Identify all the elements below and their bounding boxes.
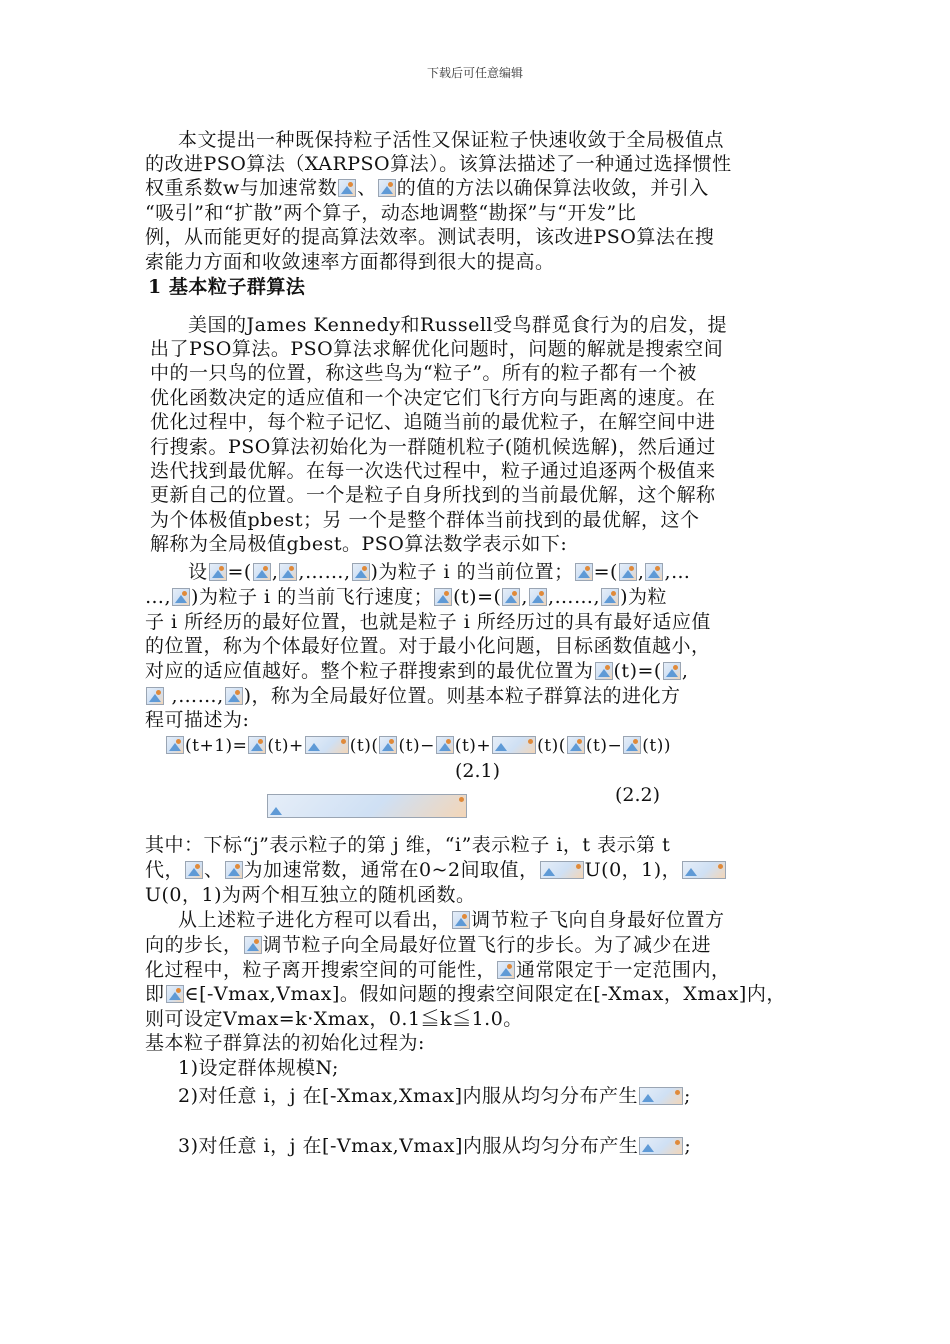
text-line: 权重系数w与加速常数 、 的值的方法以确保算法收敛，并引入 <box>145 177 709 199</box>
text-line: 设 =( , ,……, )为粒子 i 的当前位置； =( , ,… <box>188 561 691 583</box>
text-line: 从上述粒子进化方程可以看出， 调节粒子飞向自身最好位置方 <box>178 909 725 931</box>
text-line: 迭代找到最优解。在每一次迭代过程中，粒子通过追逐两个极值来 <box>150 460 716 482</box>
formula-image-icon <box>663 662 681 680</box>
list-item: 2)对任意 i，j 在[-Xmax,Xmax]内服从均匀分布产生 ; <box>178 1085 691 1107</box>
formula-image-icon <box>502 588 520 606</box>
equation-number: (2.1) <box>455 760 501 782</box>
formula-image-icon <box>166 985 184 1003</box>
text-line: 为个体极值pbest；另 一个是整个群体当前找到的最优解，这个 <box>150 509 700 531</box>
text-line: 优化函数决定的适应值和一个决定它们飞行方向与距离的速度。在 <box>150 387 716 409</box>
formula-image-icon <box>682 861 726 879</box>
text-line: 子 i 所经历的最好位置，也就是粒子 i 所经历过的具有最好适应值 <box>145 611 711 633</box>
text-line: 行搜索。PSO算法初始化为一群随机粒子(随机候选解)，然后通过 <box>150 436 716 458</box>
formula-image-icon <box>601 588 619 606</box>
text-line: 程可描述为: <box>145 709 250 731</box>
formula-image-icon <box>619 563 637 581</box>
page-header: 下载后可任意编辑 <box>426 66 523 80</box>
formula-image-icon <box>146 687 164 705</box>
formula-image-icon <box>567 736 585 754</box>
formula-image-icon <box>172 588 190 606</box>
formula-image-icon <box>595 662 613 680</box>
section-heading: 1 基本粒子群算法 <box>148 276 306 298</box>
formula-image-icon <box>225 861 243 879</box>
text-line: 美国的James Kennedy和Russell受鸟群觅食行为的启发，提 <box>188 314 727 336</box>
text-line: 索能力方面和收敛速率方面都得到很大的提高。 <box>145 251 555 273</box>
formula-image-icon <box>540 861 584 879</box>
text-line: 对应的适应值越好。整个粒子群搜索到的最优位置为 (t)=( , <box>145 660 689 682</box>
equation-number: (2.2) <box>615 784 661 806</box>
formula-image-icon <box>645 563 663 581</box>
formula-image-icon <box>225 687 243 705</box>
formula-image-icon <box>352 563 370 581</box>
text-line: 更新自己的位置。一个是粒子自身所找到的当前最优解，这个解称 <box>150 484 716 506</box>
formula-image-icon <box>305 736 349 754</box>
formula-image-icon <box>185 861 203 879</box>
text-line: 代， 、 为加速常数，通常在0~2间取值， U(0，1)， <box>145 858 727 882</box>
text-line: U(0，1)为两个相互独立的随机函数。 <box>145 884 476 906</box>
text-line: ,……, )，称为全局最好位置。则基本粒子群算法的进化方 <box>145 684 681 708</box>
list-item: 3)对任意 i，j 在[-Vmax,Vmax]内服从均匀分布产生 ; <box>178 1135 692 1157</box>
text-line: 基本粒子群算法的初始化过程为: <box>145 1032 425 1054</box>
formula-image-icon <box>639 1087 683 1105</box>
text-line: 即 ∈[-Vmax,Vmax]。假如问题的搜索空间限定在[-Xmax，Xmax]内， <box>145 983 786 1005</box>
formula-image-icon <box>267 794 467 818</box>
text-line: 则可设定Vmax=k·Xmax，0.1≦k≦1.0。 <box>145 1008 523 1030</box>
formula-image-icon <box>492 736 536 754</box>
text-line: “吸引”和“扩散”两个算子，动态地调整“勘探”与“开发”比 <box>145 202 637 224</box>
equation-2-1: (t+1)= (t)+ (t)( (t)− (t)+ (t)( (t)− (t)) <box>165 734 671 758</box>
text-line: 例，从而能更好的提高算法效率。测试表明，该改进PSO算法在搜 <box>145 226 715 248</box>
formula-image-icon <box>434 588 452 606</box>
text-line: 本文提出一种既保持粒子活性又保证粒子快速收敛于全局极值点 <box>178 129 725 151</box>
formula-image-icon <box>253 563 271 581</box>
text-line: …, )为粒子 i 的当前飞行速度； (t)=( , ,……, )为粒 <box>145 586 667 608</box>
formula-image-icon <box>575 563 593 581</box>
text-line: 优化过程中，每个粒子记忆、追随当前的最优粒子，在解空间中进 <box>150 411 716 433</box>
text-line: 出了PSO算法。PSO算法求解优化问题时，问题的解就是搜索空间 <box>150 338 724 360</box>
formula-image-icon <box>378 179 396 197</box>
formula-image-icon <box>279 563 297 581</box>
text-line: 向的步长， 调节粒子向全局最好位置飞行的步长。为了减少在进 <box>145 934 712 956</box>
formula-image-icon <box>338 179 356 197</box>
text-line: 的位置，称为个体最好位置。对于最小化问题，目标函数值越小， <box>145 635 711 657</box>
formula-image-icon <box>379 736 397 754</box>
formula-image-icon <box>497 961 515 979</box>
list-item: 1)设定群体规模N; <box>178 1057 339 1079</box>
text-line: 其中：下标“j”表示粒子的第 j 维，“i”表示粒子 i，t 表示第 t <box>145 834 671 856</box>
equation-2-2 <box>266 794 468 818</box>
formula-image-icon <box>244 936 262 954</box>
text-line: 解称为全局极值gbest。PSO算法数学表示如下: <box>150 533 568 555</box>
formula-image-icon <box>436 736 454 754</box>
formula-image-icon <box>452 911 470 929</box>
text-line: 化过程中，粒子离开搜索空间的可能性， 通常限定于一定范围内， <box>145 959 731 981</box>
text-line: 的改进PSO算法（XARPSO算法）。该算法描述了一种通过选择惯性 <box>145 153 732 175</box>
formula-image-icon <box>209 563 227 581</box>
text-line: 中的一只鸟的位置，称这些鸟为“粒子”。所有的粒子都有一个被 <box>150 362 697 384</box>
formula-image-icon <box>623 736 641 754</box>
formula-image-icon <box>248 736 266 754</box>
formula-image-icon <box>529 588 547 606</box>
formula-image-icon <box>639 1137 683 1155</box>
formula-image-icon <box>166 736 184 754</box>
